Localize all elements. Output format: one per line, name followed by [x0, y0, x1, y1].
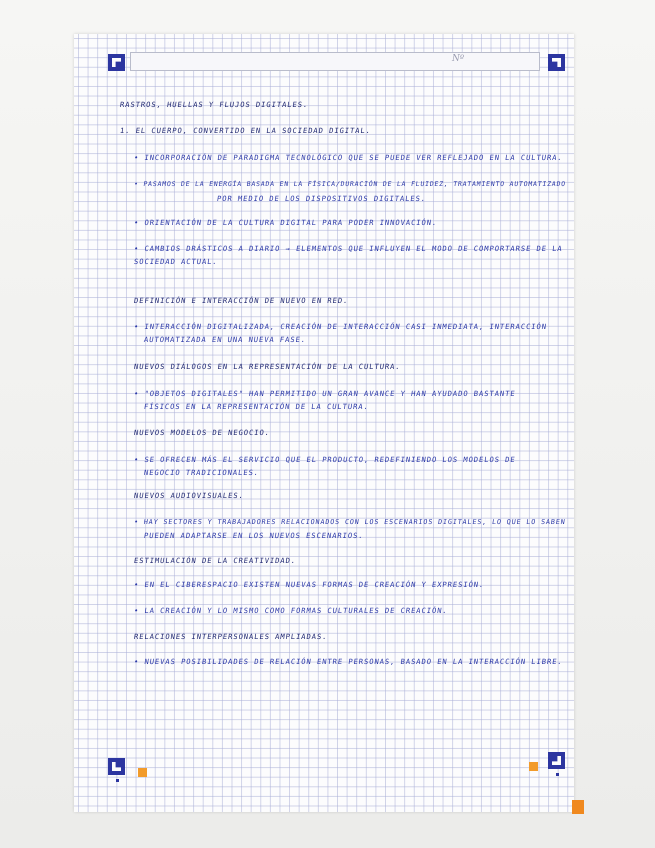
- corner-marker-icon: [108, 54, 125, 71]
- bullet-line: • EN EL CIBERESPACIO EXISTEN NUEVAS FORMAS DE CREACIÓN Y EXPRESIÓN.: [133, 580, 485, 589]
- bullet-line: • INTERACCIÓN DIGITALIZADA, CREACIÓN DE INTERACCIÓN CASI INMEDIATA, INTERACCIÓN: [133, 322, 548, 331]
- heading-subsection: NUEVOS AUDIOVISUALES.: [133, 491, 245, 500]
- bullet-line: • PASAMOS DE LA ENERGÍA BASADA EN LA FÍSICA/DURACIÓN DE LA FLUIDEZ, TRATAMIENTO AUTOMATIZADO: [133, 180, 567, 188]
- heading-subsection: RELACIONES INTERPERSONALES AMPLIADAS.: [133, 632, 329, 641]
- header-strip: [130, 52, 540, 71]
- bullet-line: • LA CREACIÓN Y LO MISMO COMO FORMAS CULTURALES DE CREACIÓN.: [133, 606, 449, 615]
- bullet-line: • ORIENTACIÓN DE LA CULTURA DIGITAL PARA PODER INNOVACIÓN.: [133, 218, 438, 227]
- bullet-continuation: FÍSICOS EN LA REPRESENTACIÓN DE LA CULTURA.: [143, 402, 370, 411]
- bullet-line: • SE OFRECEN MÁS EL SERVICIO QUE EL PRODUCTO, REDEFINIENDO LOS MODELOS DE: [133, 455, 517, 464]
- bullet-line: • HAY SECTORES Y TRABAJADORES RELACIONADOS CON LOS ESCENARIOS DIGITALES, LO QUE LO SABEN: [133, 518, 567, 526]
- bullet-line: • INCORPORACIÓN DE PARADIGMA TECNOLÓGICO QUE SE PUEDE VER REFLEJADO EN LA CULTURA.: [133, 153, 564, 162]
- bullet-line: • "OBJETOS DIGITALES" HAN PERMITIDO UN GRAN AVANCE Y HAN AYUDADO BASTANTE: [133, 389, 517, 398]
- page-edge-tab: [572, 800, 584, 814]
- bullet-continuation: SOCIEDAD ACTUAL.: [133, 257, 219, 266]
- heading-subsection: DEFINICIÓN E INTERACCIÓN DE NUEVO EN RED.: [133, 296, 349, 305]
- bullet-line: • CAMBIOS DRÁSTICOS A DIARIO → ELEMENTOS QUE INFLUYEN EL MODO DE COMPORTARSE DE LA: [133, 244, 564, 253]
- bullet-line: • NUEVAS POSIBILIDADES DE RELACIÓN ENTRE PERSONAS, BASADO EN LA INTERACCIÓN LIBRE.: [133, 657, 564, 666]
- bullet-continuation: PUEDEN ADAPTARSE EN LOS NUEVOS ESCENARIOS.: [143, 531, 365, 540]
- bullet-continuation: POR MEDIO DE LOS DISPOSITIVOS DIGITALES.: [216, 194, 427, 203]
- corner-dot: [116, 779, 119, 782]
- heading-subsection: NUEVOS MODELOS DE NEGOCIO.: [133, 428, 271, 437]
- corner-marker-icon: [548, 752, 565, 769]
- orange-marker: [138, 768, 147, 777]
- corner-marker-icon: [548, 54, 565, 71]
- heading-subsection: ESTIMULACIÓN DE LA CREATIVIDAD.: [133, 556, 297, 565]
- heading-subsection: NUEVOS DIÁLOGOS EN LA REPRESENTACIÓN DE LA CULTURA.: [133, 362, 402, 371]
- corner-marker-icon: [108, 758, 125, 775]
- bullet-continuation: AUTOMATIZADA EN UNA NUEVA FASE.: [143, 335, 307, 344]
- heading-section-1: 1. EL CUERPO, CONVERTIDO EN LA SOCIEDAD DIGITAL.: [119, 126, 372, 135]
- heading-title: RASTROS, HUELLAS Y FLUJOS DIGITALES.: [119, 100, 309, 109]
- notebook-page: [74, 34, 574, 812]
- page-number-label: Nº: [452, 54, 465, 64]
- orange-marker: [529, 762, 538, 771]
- bullet-continuation: NEGOCIO TRADICIONALES.: [143, 468, 260, 477]
- corner-dot: [556, 773, 559, 776]
